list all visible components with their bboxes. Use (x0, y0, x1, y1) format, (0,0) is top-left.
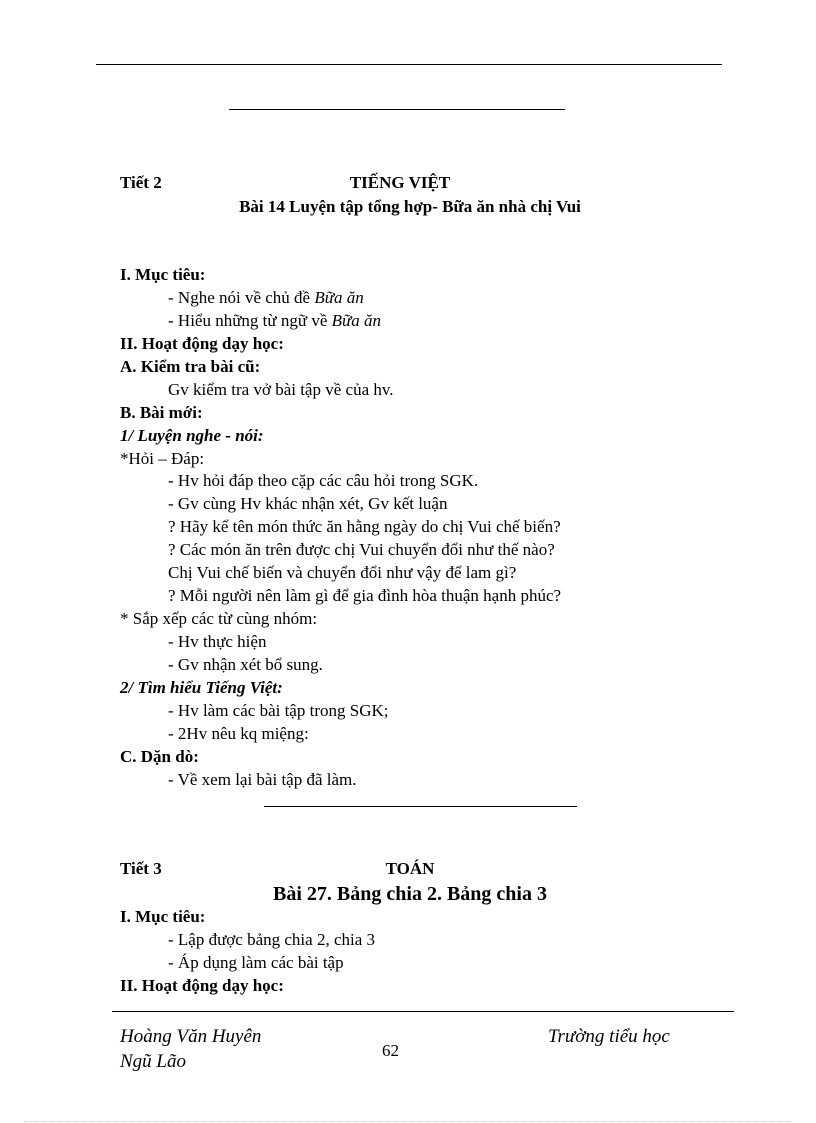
list-item: - Gv cùng Hv khác nhận xét, Gv kết luận (168, 494, 448, 513)
objective-item (168, 287, 364, 309)
page-number: 62 (382, 1041, 399, 1060)
activities-heading: II. Hoạt động dạy học: (120, 976, 284, 995)
new-lesson-heading: B. Bài mới: (120, 403, 203, 422)
list-item: - Áp dụng làm các bài tập (168, 953, 344, 972)
list-item: - Hv hỏi đáp theo cặp các câu hỏi trong SGK. (168, 471, 479, 490)
sort-label: * Sắp xếp các từ cùng nhóm: (120, 609, 318, 628)
review-heading: A. Kiểm tra bài cũ: (120, 357, 261, 376)
subject-title: TOÁN (385, 859, 435, 878)
lesson-title: Bài 27. Bảng chia 2. Bảng chia 3 (273, 883, 547, 905)
objective-topic: Bữa ăn (314, 288, 364, 307)
list-item: - Hv thực hiện (168, 632, 267, 651)
page-edge-divider (24, 1121, 792, 1122)
objectives-heading: I. Mục tiêu: (120, 907, 206, 926)
footer-rule (112, 1011, 734, 1012)
list-item: - 2Hv nêu kq miệng: (168, 724, 309, 743)
qa-label: *Hỏi – Đáp: (120, 449, 205, 468)
separator-rule-middle (264, 806, 577, 807)
objectives-heading: I. Mục tiêu: (120, 265, 206, 284)
objective-item (168, 310, 381, 332)
homework-heading: C. Dặn dò: (120, 747, 199, 766)
separator-rule-top (229, 109, 565, 110)
objective-text: - Hiểu những từ ngữ về (168, 311, 332, 330)
objective-topic: Bữa ăn (331, 311, 382, 330)
list-item: - Gv nhận xét bổ sung. (168, 655, 323, 674)
lesson-title: Bài 14 Luyện tập tổng hợp- Bữa ăn nhà chị Vui (239, 197, 581, 216)
footer-location: Ngũ Lão (120, 1051, 186, 1072)
question-item: ? Hãy kể tên món thức ăn hằng ngày do chị Vui chế biến? (168, 517, 561, 536)
activities-heading: II. Hoạt động dạy học: (120, 334, 284, 353)
review-line: Gv kiểm tra vở bài tập về của hv. (168, 380, 394, 399)
listening-speaking-heading: 1/ Luyện nghe - nói: (120, 426, 264, 445)
header-rule (96, 64, 722, 65)
list-item: - Lập được bảng chia 2, chia 3 (168, 930, 376, 949)
subject-title: TIẾNG VIỆT (349, 173, 451, 192)
list-item: - Về xem lại bài tập đã làm. (168, 770, 357, 789)
question-item: Chị Vui chế biến và chuyển đổi như vậy để lam gì? (168, 563, 517, 582)
footer-school: Trường tiểu học (548, 1026, 670, 1047)
vietnamese-study-heading: 2/ Tìm hiểu Tiếng Việt: (120, 678, 283, 697)
period-label: Tiết 2 (120, 173, 162, 192)
question-item: ? Mỗi người nên làm gì để gia đình hòa thuận hạnh phúc? (168, 586, 562, 605)
question-item: ? Các món ăn trên được chị Vui chuyển đổi như thế nào? (168, 540, 555, 559)
objective-text: - Nghe nói về chủ đề (168, 288, 315, 307)
list-item: - Hv làm các bài tập trong SGK; (168, 701, 389, 720)
footer-author: Hoàng Văn Huyên (120, 1026, 262, 1047)
period-label: Tiết 3 (120, 859, 162, 878)
